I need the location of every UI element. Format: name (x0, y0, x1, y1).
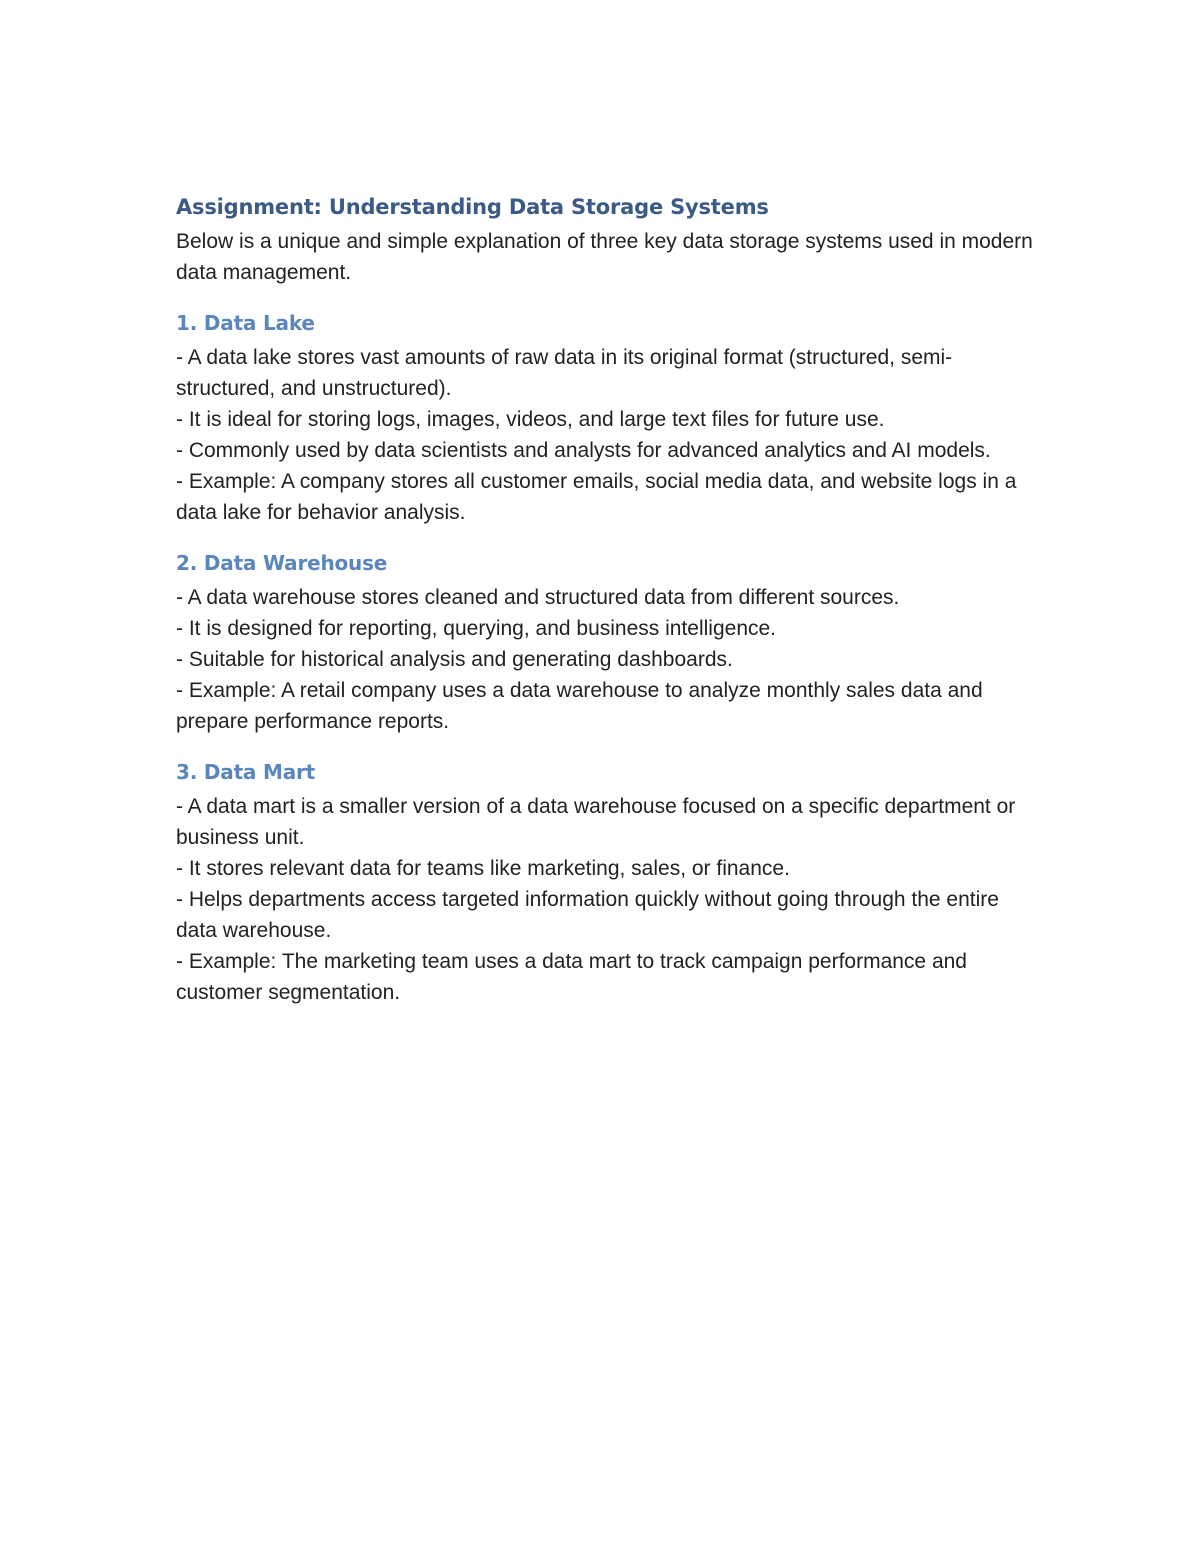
document-intro: Below is a unique and simple explanation of three key data storage systems used in modern data management. (176, 230, 1033, 284)
section-data-warehouse (176, 548, 1036, 737)
document-content (176, 192, 1036, 1008)
section-heading: 1. Data Lake (176, 311, 315, 335)
bullet-list (176, 342, 1036, 528)
bullet-item: - A data lake stores vast amounts of raw data in its original format (structured, semi-structured, and unstructured). (176, 346, 953, 400)
bullet-list (176, 791, 1036, 1008)
bullet-item: - Example: A retail company uses a data warehouse to analyze monthly sales data and prepare performance reports. (176, 679, 983, 733)
bullet-item: - A data mart is a smaller version of a data warehouse focused on a specific department or business unit. (176, 795, 1016, 849)
bullet-item: - Suitable for historical analysis and generating dashboards. (176, 648, 733, 671)
bullet-item: - It stores relevant data for teams like marketing, sales, or finance. (176, 857, 790, 880)
bullet-list (176, 582, 1036, 737)
document-title: Assignment: Understanding Data Storage Systems (176, 195, 769, 219)
bullet-item: - It is designed for reporting, querying, and business intelligence. (176, 617, 777, 640)
bullet-item: - Example: A company stores all customer emails, social media data, and website logs in a data lake for behavior analysis. (176, 470, 1017, 524)
bullet-item: - Helps departments access targeted information quickly without going through the entire data warehouse. (176, 888, 999, 942)
bullet-item: - A data warehouse stores cleaned and structured data from different sources. (176, 586, 900, 609)
bullet-item: - Example: The marketing team uses a data mart to track campaign performance and customer segmentation. (176, 950, 967, 1004)
section-data-lake (176, 308, 1036, 528)
bullet-item: - Commonly used by data scientists and analysts for advanced analytics and AI models. (176, 439, 991, 462)
bullet-item: - It is ideal for storing logs, images, videos, and large text files for future use. (176, 408, 885, 431)
section-data-mart (176, 757, 1036, 1008)
section-heading: 2. Data Warehouse (176, 551, 388, 575)
section-heading: 3. Data Mart (176, 760, 316, 784)
